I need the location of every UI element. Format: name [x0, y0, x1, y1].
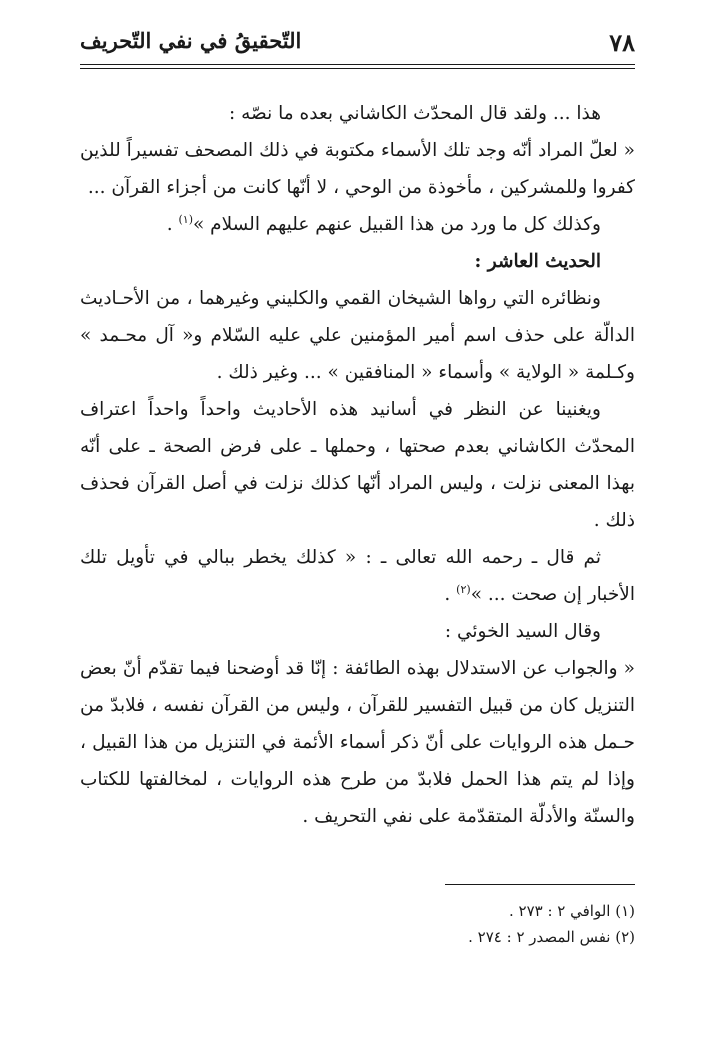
footnote-2: (٢) نفس المصدر ٢ : ٢٧٤ .	[468, 928, 635, 946]
quote-ending-text: وكذلك كل ما ورد من هذا القبيل عنهم عليهم السلام »	[192, 214, 601, 235]
paragraph-quote-2	[80, 539, 635, 613]
quote-ending-period: .	[166, 214, 179, 235]
running-title: التّحقيقُ في نفي التّحريف	[80, 28, 302, 53]
quote-paragraph: « لعلّ المراد أنّه وجد تلك الأسماء مكتوبة في ذلك المصحف تفسيراً للذين كفروا وللمشركين ، مأخوذة من الوحي ، لا أنّها كانت من أجزاء القرآن ...	[80, 140, 635, 198]
quote-2-text: ثم قال ـ رحمه الله تعالى ـ : « كذلك يخطر ببالي في تأويل تلك الأخبار إن صحت ... »	[80, 547, 635, 605]
main-text	[80, 95, 635, 835]
paragraph-khoei-quote: « والجواب عن الاستدلال بهذه الطائفة : إنّا قد أوضحنا فيما تقدّم أنّ بعض التنزيل كان من قبيل التفسير للقرآن ، وليس من القرآن نفسه ، فلابدّ من حـمل هذه الروايات على أنّ ذكر أسماء الأئمة في التنزيل من هذا القبيل ، وإذا لم يتم هذا الحمل فلابدّ من طرح هذه الروايات ، لمخالفتها للكتاب والسنّة والأدلّة المتقدّمة على نفي التحريف .	[80, 658, 635, 827]
footnote-1: (١) الوافي ٢ : ٢٧٣ .	[508, 902, 635, 920]
page-number: ٧٨	[609, 28, 635, 57]
footnotes	[80, 898, 635, 950]
footnote-ref-2[interactable]: (٢)	[456, 582, 471, 596]
quote-2-period: .	[444, 584, 457, 605]
footnote-rule	[445, 884, 635, 885]
paragraph-khoei-intro: وقال السيد الخوئي :	[444, 621, 601, 642]
paragraph-intro: هذا ... ولقد قال المحدّث الكاشاني بعده ما نصّه :	[229, 103, 601, 124]
footnote-ref-1[interactable]: (١)	[178, 212, 193, 226]
section-heading: الحديث العاشر :	[474, 251, 601, 272]
header-rule	[80, 64, 635, 65]
page-header	[80, 26, 635, 66]
header-rule-secondary	[80, 68, 635, 69]
paragraph-kashani: ويغنينا عن النظر في أسانيد هذه الأحاديث واحداً واحداً اعتراف المحدّث الكاشاني بعدم صحتها ، وحملها ـ على فرض الصحة ـ على أنّه بهذا المعنى نزلت ، وليس المراد أنّها كذلك نزلت في أصل القرآن فحذف ذلك .	[80, 399, 635, 531]
paragraph-hadiths: ونظائره التي رواها الشيخان القمي والكليني وغيرهما ، من الأحـاديث الدالّة على حذف اسم أمير المؤمنين علي عليه السّلام و« آل محـمد » وكـلمة « الولاية » وأسماء « المنافقين » ... وغير ذلك .	[80, 288, 635, 383]
quote-ending	[80, 206, 635, 243]
